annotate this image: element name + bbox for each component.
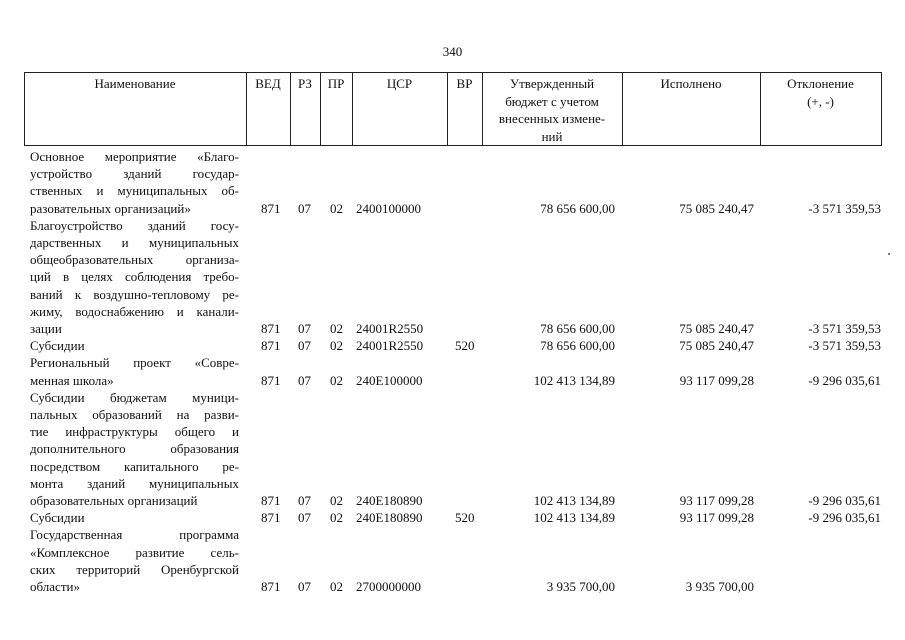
row-name-line: ских территорий Оренбургской	[30, 561, 239, 577]
row-name-line: образовательных организаций	[30, 492, 198, 508]
row-deviation: -9 296 035,61	[808, 492, 881, 508]
row-ved: 871	[261, 200, 281, 216]
row-budget: 102 413 134,89	[533, 492, 615, 508]
row-vr: 520	[455, 510, 475, 526]
row-budget: 78 656 600,00	[540, 200, 615, 216]
row-name-line: дополнительного образования	[30, 441, 239, 457]
header-done: Исполнено	[660, 76, 722, 91]
page-number: 340	[442, 44, 463, 59]
row-name-line: Субсидии	[30, 338, 85, 354]
row-name-line: Основное мероприятие «Благо-	[30, 149, 239, 164]
row-pr: 02	[330, 200, 343, 216]
row-done: 93 117 099,28	[679, 492, 754, 508]
row-name-line: «Комплексное развитие сель-	[30, 544, 239, 560]
header-budget-line: внесенных измене-	[498, 111, 606, 126]
table-row	[0, 337, 905, 354]
table-row	[0, 217, 905, 337]
row-pr: 02	[330, 320, 343, 336]
row-name-line: пальных образований на разви-	[30, 406, 239, 422]
row-done: 75 085 240,47	[679, 320, 754, 336]
header-top-border	[24, 72, 882, 73]
row-name	[30, 148, 239, 217]
row-csr: 2400100000	[356, 200, 421, 216]
row-name-line: тие инфраструктуры общего и	[30, 424, 239, 440]
row-deviation: -9 296 035,61	[808, 372, 881, 388]
row-done: 75 085 240,47	[679, 338, 754, 354]
header-deviation-line: Отклонение	[787, 76, 854, 91]
row-csr: 24001R2550	[356, 320, 424, 336]
row-csr: 240E180890	[356, 510, 423, 526]
row-ved: 871	[261, 578, 281, 594]
row-name-line: разовательных организаций»	[30, 200, 191, 216]
row-name-line: общеобразовательных организа-	[30, 252, 239, 268]
header-deviation	[760, 75, 881, 110]
row-csr: 240E100000	[356, 372, 423, 388]
row-name-line: зации	[30, 320, 62, 336]
row-pr: 02	[330, 510, 343, 526]
row-csr: 2700000000	[356, 578, 421, 594]
row-rz: 07	[298, 372, 311, 388]
row-name	[30, 389, 239, 509]
row-deviation: -3 571 359,53	[808, 200, 881, 216]
row-vr: 520	[455, 338, 475, 354]
row-done: 3 935 700,00	[685, 578, 754, 594]
table-row	[0, 148, 905, 217]
row-budget: 102 413 134,89	[533, 510, 615, 526]
row-pr: 02	[330, 338, 343, 354]
row-deviation: -9 296 035,61	[808, 510, 881, 526]
row-pr: 02	[330, 492, 343, 508]
row-name	[30, 354, 239, 388]
table-row	[0, 354, 905, 388]
row-name-line: ций в целях соблюдения требо-	[30, 269, 239, 285]
row-name-line: жиму, водоснабжению и канали-	[30, 303, 239, 319]
row-name-line: устройство зданий государ-	[30, 166, 239, 182]
header-csr: ЦСР	[386, 76, 413, 91]
table-row	[0, 389, 905, 509]
header-rz: РЗ	[298, 76, 312, 91]
row-ved: 871	[261, 372, 281, 388]
header-ved: ВЕД	[255, 76, 281, 91]
row-csr: 24001R2550	[356, 338, 424, 354]
row-name-line: ственных и муниципальных об-	[30, 183, 239, 199]
row-done: 75 085 240,47	[679, 200, 754, 216]
row-ved: 871	[261, 510, 281, 526]
scan-speck	[888, 253, 890, 255]
row-ved: 871	[261, 492, 281, 508]
header-bottom-border	[24, 145, 882, 146]
header-divider	[881, 73, 882, 146]
row-deviation: -3 571 359,53	[808, 320, 881, 336]
row-name	[30, 526, 239, 595]
row-name-line: посредством капитального ре-	[30, 458, 239, 474]
row-budget: 78 656 600,00	[540, 320, 615, 336]
table-row	[0, 526, 905, 595]
row-rz: 07	[298, 510, 311, 526]
row-pr: 02	[330, 578, 343, 594]
row-ved: 871	[261, 320, 281, 336]
row-budget: 3 935 700,00	[546, 578, 615, 594]
row-ved: 871	[261, 338, 281, 354]
row-done: 93 117 099,28	[679, 372, 754, 388]
header-budget-line: Утвержденный	[509, 76, 595, 91]
row-name-line: менная школа»	[30, 372, 114, 388]
row-name	[30, 217, 239, 337]
header-vr: ВР	[456, 76, 473, 91]
row-budget: 102 413 134,89	[533, 372, 615, 388]
row-name-line: Субсидии	[30, 510, 85, 526]
row-done: 93 117 099,28	[679, 510, 754, 526]
row-rz: 07	[298, 200, 311, 216]
row-rz: 07	[298, 320, 311, 336]
row-budget: 78 656 600,00	[540, 338, 615, 354]
row-name-line: монта зданий муниципальных	[30, 475, 239, 491]
row-name	[30, 509, 239, 526]
header-budget-line: ний	[541, 128, 563, 144]
row-name-line: ваний к воздушно-тепловому ре-	[30, 286, 239, 302]
row-name-line: Государственная программа	[30, 527, 239, 543]
table-row	[0, 509, 905, 526]
row-name-line: дарственных и муниципальных	[30, 234, 239, 250]
row-name	[30, 337, 239, 354]
row-name-line: Благоустройство зданий госу-	[30, 217, 239, 233]
header-deviation-line: (+, -)	[807, 93, 834, 109]
row-name-line: Региональный проект «Совре-	[30, 355, 239, 371]
row-csr: 240E180890	[356, 492, 423, 508]
row-name-line: Субсидии бюджетам муници-	[30, 389, 239, 405]
row-pr: 02	[330, 372, 343, 388]
header-name: Наименование	[94, 76, 176, 91]
row-rz: 07	[298, 578, 311, 594]
row-rz: 07	[298, 338, 311, 354]
header-budget-line: бюджет с учетом	[505, 93, 599, 109]
row-rz: 07	[298, 492, 311, 508]
row-name-line: области»	[30, 578, 80, 594]
header-pr: ПР	[327, 76, 345, 91]
row-deviation: -3 571 359,53	[808, 338, 881, 354]
header-budget	[482, 75, 622, 145]
